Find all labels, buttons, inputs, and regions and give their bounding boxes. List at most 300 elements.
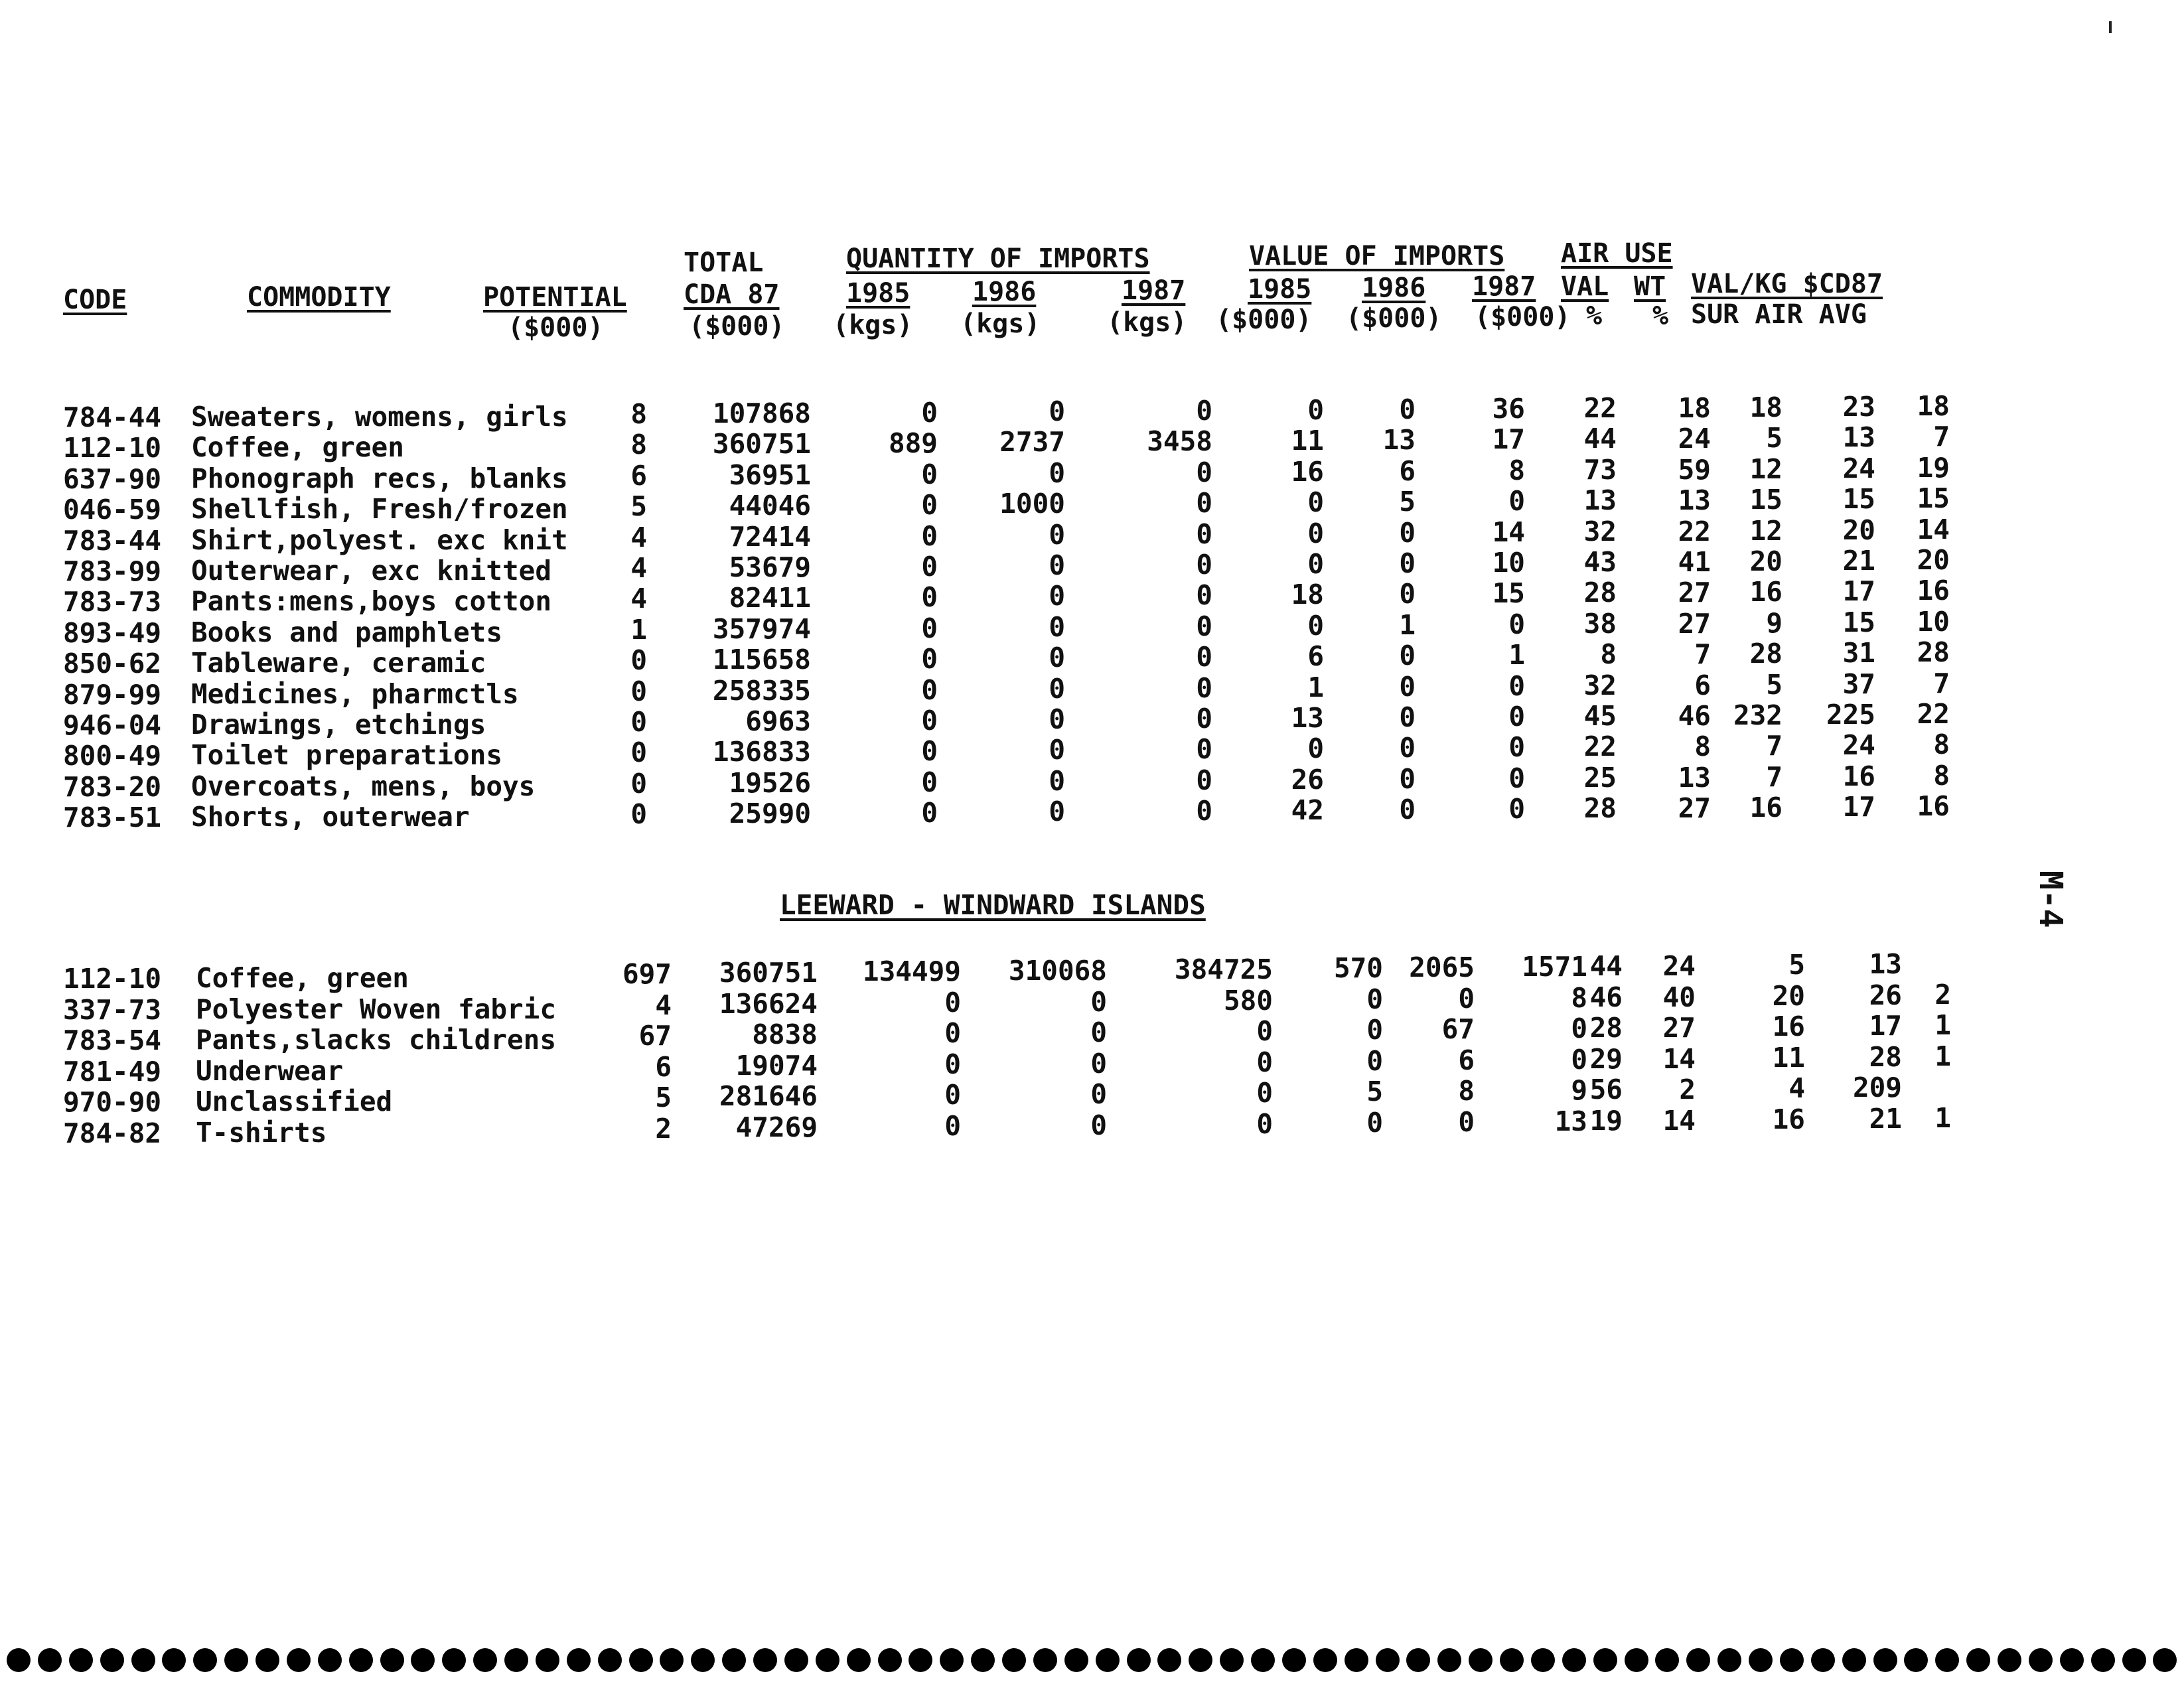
cell-qty-1985: 0 (944, 1110, 961, 1142)
cell-valkg-sur: 7 (1766, 730, 1783, 762)
cell-code: 970-90 (63, 1086, 162, 1119)
header-q1986: 1986 (972, 277, 1037, 307)
feed-hole (411, 1648, 435, 1672)
cell-code: 046-59 (63, 494, 162, 526)
cell-val-1985: 5 (1366, 1076, 1383, 1108)
cell-total-cda87: 107868 (712, 397, 811, 429)
header-wt-pct: % (1652, 301, 1669, 331)
corner-mark (2109, 21, 2112, 33)
cell-total-cda87: 360751 (712, 428, 811, 460)
cell-potential: 4 (630, 552, 647, 584)
cell-qty-1985: 0 (921, 673, 938, 706)
cell-val-1985: 42 (1291, 794, 1324, 827)
cell-air-wt-pct: 27 (1662, 1012, 1696, 1044)
feed-hole (1842, 1648, 1866, 1672)
feed-hole (1717, 1648, 1741, 1672)
feed-hole (1064, 1648, 1088, 1672)
cell-qty-1986: 0 (1049, 549, 1065, 581)
cell-air-val-pct: 28 (1589, 1012, 1623, 1044)
cell-valkg-avg: 1 (1934, 1040, 1951, 1072)
cell-air-val-pct: 19 (1589, 1105, 1623, 1137)
cell-potential: 67 (638, 1020, 672, 1052)
cell-val-1987: 0 (1508, 762, 1525, 794)
cell-valkg-avg: 1 (1934, 1102, 1951, 1134)
cell-code: 783-44 (63, 524, 162, 557)
cell-total-cda87: 36951 (729, 458, 811, 491)
cell-total-cda87: 82411 (729, 582, 811, 614)
cell-val-1987: 1 (1508, 639, 1525, 671)
cell-valkg-avg: 10 (1917, 605, 1950, 638)
cell-qty-1985: 0 (921, 766, 938, 798)
cell-valkg-sur: 5 (1766, 422, 1783, 455)
cell-qty-1986: 0 (1049, 703, 1065, 735)
cell-val-1987: 17 (1492, 423, 1525, 456)
cell-val-1986: 0 (1399, 640, 1416, 672)
cell-val-1986: 0 (1458, 1106, 1475, 1138)
cell-qty-1986: 0 (1049, 764, 1065, 797)
cell-qty-1987: 580 (1223, 984, 1273, 1017)
cell-qty-1985: 0 (921, 458, 938, 490)
cell-val-1987: 8 (1571, 981, 1587, 1014)
cell-valkg-sur: 28 (1749, 638, 1783, 670)
cell-valkg-sur: 16 (1749, 792, 1783, 824)
cell-val-1985: 0 (1366, 983, 1383, 1015)
header-v1987-unit: ($000) (1475, 302, 1571, 332)
feed-hole (1376, 1648, 1400, 1672)
feed-hole (2091, 1648, 2115, 1672)
cell-qty-1986: 0 (1049, 672, 1065, 705)
cell-air-wt-pct: 59 (1678, 453, 1711, 486)
cell-qty-1985: 0 (944, 1079, 961, 1111)
cell-air-wt-pct: 13 (1678, 761, 1711, 794)
feed-hole (1251, 1648, 1275, 1672)
cell-val-1987: 36 (1492, 393, 1525, 425)
cell-qty-1987: 0 (1196, 671, 1212, 704)
feed-hole (691, 1648, 715, 1672)
header-q1987: 1987 (1122, 275, 1186, 306)
cell-val-1985: 16 (1291, 455, 1324, 488)
cell-qty-1985: 134499 (862, 955, 961, 987)
feed-hole (380, 1648, 404, 1672)
feed-hole (7, 1648, 31, 1672)
cell-val-1986: 5 (1399, 486, 1416, 518)
feed-hole (909, 1648, 932, 1672)
feed-hole (287, 1648, 311, 1672)
feed-hole (473, 1648, 497, 1672)
cell-valkg-air: 20 (1842, 514, 1875, 546)
cell-commodity: Books and pamphlets (191, 616, 502, 648)
cell-valkg-sur: 12 (1749, 514, 1783, 547)
feed-hole (1406, 1648, 1430, 1672)
cell-valkg-sur: 5 (1766, 668, 1783, 701)
cell-valkg-sur: 20 (1772, 979, 1805, 1012)
feed-hole (1500, 1648, 1524, 1672)
cell-val-1987: 14 (1492, 516, 1525, 548)
cell-qty-1986: 0 (1049, 580, 1065, 612)
cell-air-val-pct: 46 (1589, 981, 1623, 1013)
cell-code: 112-10 (63, 963, 162, 995)
cell-qty-1986: 0 (1049, 796, 1065, 828)
cell-val-1986: 2065 (1409, 951, 1475, 983)
header-val-pct: % (1586, 301, 1603, 331)
cell-valkg-sur: 11 (1772, 1041, 1805, 1074)
cell-qty-1986: 0 (1049, 518, 1065, 551)
cell-air-val-pct: 28 (1583, 792, 1617, 825)
cell-val-1987: 0 (1571, 1043, 1587, 1076)
cell-potential: 0 (630, 644, 647, 677)
cell-commodity: Drawings, etchings (191, 709, 486, 740)
cell-air-val-pct: 13 (1583, 484, 1617, 517)
header-valkg: VAL/KG $CD87 (1691, 269, 1883, 299)
cell-total-cda87: 47269 (735, 1111, 818, 1143)
cell-air-wt-pct: 24 (1678, 423, 1711, 455)
cell-val-1985: 0 (1366, 1107, 1383, 1139)
cell-valkg-sur: 16 (1772, 1011, 1805, 1043)
cell-air-val-pct: 44 (1589, 950, 1623, 982)
cell-val-1985: 18 (1291, 579, 1324, 611)
cell-val-1987: 0 (1508, 731, 1525, 764)
cell-air-val-pct: 25 (1583, 761, 1617, 794)
cell-val-1987: 13 (1554, 1105, 1587, 1137)
feed-hole (224, 1648, 248, 1672)
header-v1986-unit: ($000) (1346, 303, 1442, 334)
cell-qty-1987: 0 (1256, 1077, 1273, 1109)
cell-qty-1985: 0 (921, 735, 938, 768)
cell-air-wt-pct: 27 (1678, 577, 1711, 609)
cell-val-1985: 0 (1307, 394, 1324, 426)
cell-qty-1986: 0 (1090, 1047, 1107, 1080)
cell-valkg-sur: 16 (1749, 576, 1783, 608)
cell-val-1985: 0 (1307, 548, 1324, 580)
cell-potential: 8 (630, 429, 647, 461)
cell-commodity: Sweaters, womens, girls (191, 401, 568, 433)
feed-hole (1966, 1648, 1990, 1672)
cell-qty-1987: 0 (1196, 733, 1212, 766)
cell-val-1986: 6 (1399, 455, 1416, 487)
cell-qty-1987: 0 (1196, 703, 1212, 735)
feed-hole (1002, 1648, 1026, 1672)
cell-val-1986: 0 (1399, 732, 1416, 764)
cell-code: 783-20 (63, 770, 162, 803)
feed-hole (1655, 1648, 1679, 1672)
cell-valkg-sur: 15 (1749, 484, 1783, 516)
cell-code: 781-49 (63, 1055, 162, 1088)
cell-commodity: Polyester Woven fabric (196, 993, 557, 1025)
cell-val-1986: 67 (1441, 1013, 1475, 1046)
cell-val-1987: 15 (1492, 577, 1525, 610)
cell-val-1985: 0 (1307, 733, 1324, 765)
cell-val-1987: 0 (1508, 793, 1525, 825)
cell-potential: 8 (630, 398, 647, 430)
cell-val-1985: 570 (1333, 952, 1383, 984)
cell-val-1987: 0 (1508, 669, 1525, 702)
cell-qty-1985: 0 (921, 520, 938, 552)
cell-valkg-air: 209 (1852, 1072, 1902, 1104)
cell-val-1986: 0 (1399, 670, 1416, 703)
cell-air-val-pct: 22 (1583, 731, 1617, 763)
cell-total-cda87: 360751 (719, 957, 818, 989)
feed-hole (38, 1648, 62, 1672)
feed-hole (2029, 1648, 2053, 1672)
cell-qty-1985: 0 (944, 986, 961, 1018)
cell-qty-1986: 310068 (1008, 955, 1107, 987)
cell-qty-1987: 0 (1196, 764, 1212, 796)
cell-val-1985: 0 (1307, 486, 1324, 519)
header-quantity-group: QUANTITY OF IMPORTS (846, 244, 1150, 274)
feed-hole (1189, 1648, 1212, 1672)
cell-air-val-pct: 8 (1600, 638, 1617, 671)
cell-qty-1987: 0 (1256, 1046, 1273, 1078)
cell-val-1987: 8 (1508, 454, 1525, 486)
cell-valkg-sur: 9 (1766, 606, 1783, 639)
cell-code: 783-54 (63, 1024, 162, 1057)
feed-hole (847, 1648, 871, 1672)
header-potential-unit: ($000) (508, 313, 604, 343)
cell-code: 893-49 (63, 616, 162, 649)
header-v1986: 1986 (1362, 273, 1426, 303)
cell-valkg-air: 15 (1842, 483, 1875, 516)
cell-potential: 697 (622, 958, 672, 990)
header-q1986-unit: (kgs) (960, 309, 1041, 339)
cell-valkg-avg: 8 (1933, 759, 1950, 792)
feed-hole (318, 1648, 342, 1672)
cell-total-cda87: 281646 (719, 1080, 818, 1113)
cell-air-val-pct: 28 (1583, 577, 1617, 609)
feed-hole (442, 1648, 466, 1672)
header-total-cda: CDA 87 (684, 279, 780, 310)
feed-hole (1127, 1648, 1151, 1672)
cell-valkg-sur: 18 (1749, 391, 1783, 423)
cell-potential: 6 (655, 1050, 672, 1083)
cell-val-1987: 0 (1508, 701, 1525, 733)
cell-commodity: Shellfish, Fresh/frozen (191, 493, 568, 526)
cell-val-1985: 0 (1307, 517, 1324, 549)
section-title-leeward-windward: LEEWARD - WINDWARD ISLANDS (780, 889, 1206, 921)
cell-qty-1987: 0 (1196, 518, 1212, 550)
cell-commodity: Shirt,polyest. exc knit (191, 524, 568, 556)
cell-code: 112-10 (63, 432, 162, 464)
cell-val-1987: 0 (1508, 485, 1525, 518)
cell-valkg-avg: 16 (1917, 575, 1950, 607)
cell-code: 784-44 (63, 401, 162, 433)
feed-hole (1437, 1648, 1461, 1672)
feed-hole (1686, 1648, 1710, 1672)
cell-air-wt-pct: 7 (1694, 638, 1711, 671)
header-code: CODE (63, 285, 127, 315)
cell-qty-1987: 384725 (1174, 953, 1273, 985)
cell-air-wt-pct: 27 (1678, 792, 1711, 825)
feed-hole (816, 1648, 839, 1672)
feed-hole (567, 1648, 591, 1672)
cell-qty-1987: 0 (1196, 641, 1212, 673)
feed-hole (131, 1648, 155, 1672)
feed-hole (193, 1648, 217, 1672)
cell-total-cda87: 357974 (712, 612, 811, 645)
cell-air-val-pct: 44 (1583, 423, 1617, 455)
cell-code: 784-82 (63, 1117, 162, 1149)
cell-total-cda87: 53679 (729, 551, 811, 583)
cell-val-1985: 0 (1307, 609, 1324, 642)
cell-valkg-avg: 7 (1933, 667, 1950, 699)
cell-air-val-pct: 29 (1589, 1042, 1623, 1075)
cell-commodity: Tableware, ceramic (191, 647, 486, 679)
cell-valkg-sur: 5 (1788, 949, 1805, 981)
cell-potential: 0 (630, 706, 647, 738)
cell-total-cda87: 8838 (752, 1018, 818, 1051)
cell-qty-1985: 889 (888, 427, 938, 460)
cell-valkg-sur: 4 (1788, 1072, 1805, 1105)
header-v1985-unit: ($000) (1216, 305, 1312, 335)
cell-valkg-air: 16 (1842, 760, 1875, 792)
cell-qty-1985: 0 (921, 489, 938, 522)
cell-potential: 0 (630, 767, 647, 800)
cell-valkg-air: 17 (1869, 1010, 1902, 1042)
cell-valkg-air: 17 (1842, 791, 1875, 823)
cell-val-1985: 6 (1307, 640, 1324, 673)
cell-val-1985: 26 (1291, 763, 1324, 796)
cell-commodity: Unclassified (196, 1086, 393, 1118)
cell-val-1986: 0 (1458, 982, 1475, 1015)
cell-air-wt-pct: 27 (1678, 607, 1711, 640)
cell-air-wt-pct: 41 (1678, 546, 1711, 578)
feed-hole (1749, 1648, 1773, 1672)
cell-valkg-air: 21 (1869, 1103, 1902, 1135)
cell-valkg-air: 15 (1842, 606, 1875, 638)
cell-valkg-air: 24 (1842, 452, 1875, 484)
cell-commodity: Overcoats, mens, boys (191, 770, 536, 802)
cell-qty-1986: 0 (1090, 1017, 1107, 1049)
header-total: TOTAL (684, 247, 764, 278)
cell-qty-1986: 0 (1090, 1109, 1107, 1141)
cell-qty-1986: 0 (1049, 456, 1065, 489)
cell-val-1986: 13 (1382, 424, 1416, 456)
cell-air-wt-pct: 40 (1662, 981, 1696, 1013)
header-wt: WT (1634, 271, 1666, 302)
cell-code: 783-73 (63, 586, 162, 618)
cell-qty-1987: 0 (1196, 610, 1212, 642)
cell-potential: 1 (630, 613, 647, 646)
cell-qty-1985: 0 (921, 581, 938, 614)
cell-air-wt-pct: 8 (1694, 731, 1711, 763)
cell-potential: 4 (655, 989, 672, 1021)
cell-air-wt-pct: 14 (1662, 1042, 1696, 1075)
cell-valkg-avg: 19 (1917, 451, 1950, 484)
cell-valkg-sur: 12 (1749, 453, 1783, 485)
cell-code: 879-99 (63, 678, 162, 711)
cell-potential: 2 (655, 1113, 672, 1145)
cell-qty-1986: 0 (1090, 985, 1107, 1018)
cell-qty-1986: 0 (1049, 610, 1065, 643)
cell-val-1986: 1 (1399, 608, 1416, 641)
cell-air-wt-pct: 13 (1678, 484, 1711, 517)
cell-valkg-air: 26 (1869, 979, 1902, 1011)
table-row (0, 790, 1991, 834)
feed-hole (2122, 1648, 2146, 1672)
cell-air-wt-pct: 2 (1679, 1074, 1696, 1106)
feed-hole (1562, 1648, 1586, 1672)
header-q1985-unit: (kgs) (833, 310, 913, 340)
cell-valkg-air: 17 (1842, 575, 1875, 608)
cell-air-val-pct: 32 (1583, 669, 1617, 701)
cell-val-1986: 0 (1399, 701, 1416, 733)
cell-val-1986: 6 (1458, 1044, 1475, 1076)
cell-val-1986: 0 (1399, 578, 1416, 610)
feed-hole (722, 1648, 746, 1672)
cell-qty-1985: 0 (921, 551, 938, 583)
cell-air-wt-pct: 14 (1662, 1105, 1696, 1137)
feed-hole (629, 1648, 653, 1672)
tractor-feed-holes (0, 1648, 2184, 1677)
cell-qty-1985: 0 (921, 705, 938, 737)
feed-hole (878, 1648, 902, 1672)
header-air-use: AIR USE (1561, 238, 1673, 269)
cell-qty-1985: 0 (921, 612, 938, 644)
cell-potential: 4 (630, 521, 647, 553)
cell-commodity: T-shirts (196, 1117, 327, 1149)
cell-qty-1986: 0 (1049, 734, 1065, 766)
cell-valkg-air: 37 (1842, 667, 1875, 700)
feed-hole (1157, 1648, 1181, 1672)
cell-valkg-air: 225 (1826, 699, 1875, 731)
feed-hole (1593, 1648, 1617, 1672)
cell-valkg-sur: 7 (1766, 760, 1783, 793)
cell-valkg-avg: 7 (1933, 421, 1950, 453)
cell-commodity: Coffee, green (196, 962, 409, 994)
cell-air-val-pct: 32 (1583, 515, 1617, 547)
cell-valkg-avg: 28 (1917, 636, 1950, 669)
feed-hole (100, 1648, 124, 1672)
feed-hole (1780, 1648, 1804, 1672)
feed-hole (2060, 1648, 2084, 1672)
cell-total-cda87: 258335 (712, 674, 811, 707)
cell-air-wt-pct: 24 (1662, 950, 1696, 982)
cell-air-wt-pct: 6 (1694, 669, 1711, 701)
feed-hole (2153, 1648, 2177, 1672)
header-v1987: 1987 (1472, 271, 1536, 302)
cell-val-1986: 0 (1399, 762, 1416, 795)
cell-val-1985: 13 (1291, 702, 1324, 734)
cell-potential: 5 (630, 490, 647, 523)
cell-valkg-air: 21 (1842, 545, 1875, 577)
cell-val-1985: 0 (1366, 1044, 1383, 1077)
cell-qty-1985: 0 (921, 643, 938, 675)
cell-valkg-sur: 20 (1749, 545, 1783, 577)
feed-hole (1313, 1648, 1337, 1672)
feed-hole (1935, 1648, 1959, 1672)
feed-hole (1033, 1648, 1057, 1672)
feed-hole (69, 1648, 93, 1672)
cell-total-cda87: 19526 (729, 766, 811, 799)
cell-qty-1987: 0 (1196, 549, 1212, 581)
cell-valkg-sur: 16 (1772, 1103, 1805, 1135)
cell-total-cda87: 19074 (735, 1049, 818, 1082)
cell-qty-1987: 0 (1256, 1108, 1273, 1140)
feed-hole (660, 1648, 684, 1672)
cell-val-1986: 0 (1399, 516, 1416, 549)
feed-hole (1096, 1648, 1120, 1672)
page-side-label: M-4 (2032, 871, 2069, 928)
cell-total-cda87: 136833 (712, 736, 811, 768)
feed-hole (1282, 1648, 1306, 1672)
feed-hole (1220, 1648, 1244, 1672)
cell-val-1987: 9 (1571, 1074, 1587, 1107)
cell-code: 783-51 (63, 802, 162, 834)
header-potential: POTENTIAL (483, 282, 627, 313)
cell-code: 850-62 (63, 648, 162, 680)
cell-val-1987: 0 (1508, 608, 1525, 640)
cell-val-1985: 11 (1291, 425, 1324, 457)
cell-qty-1985: 0 (944, 1017, 961, 1050)
